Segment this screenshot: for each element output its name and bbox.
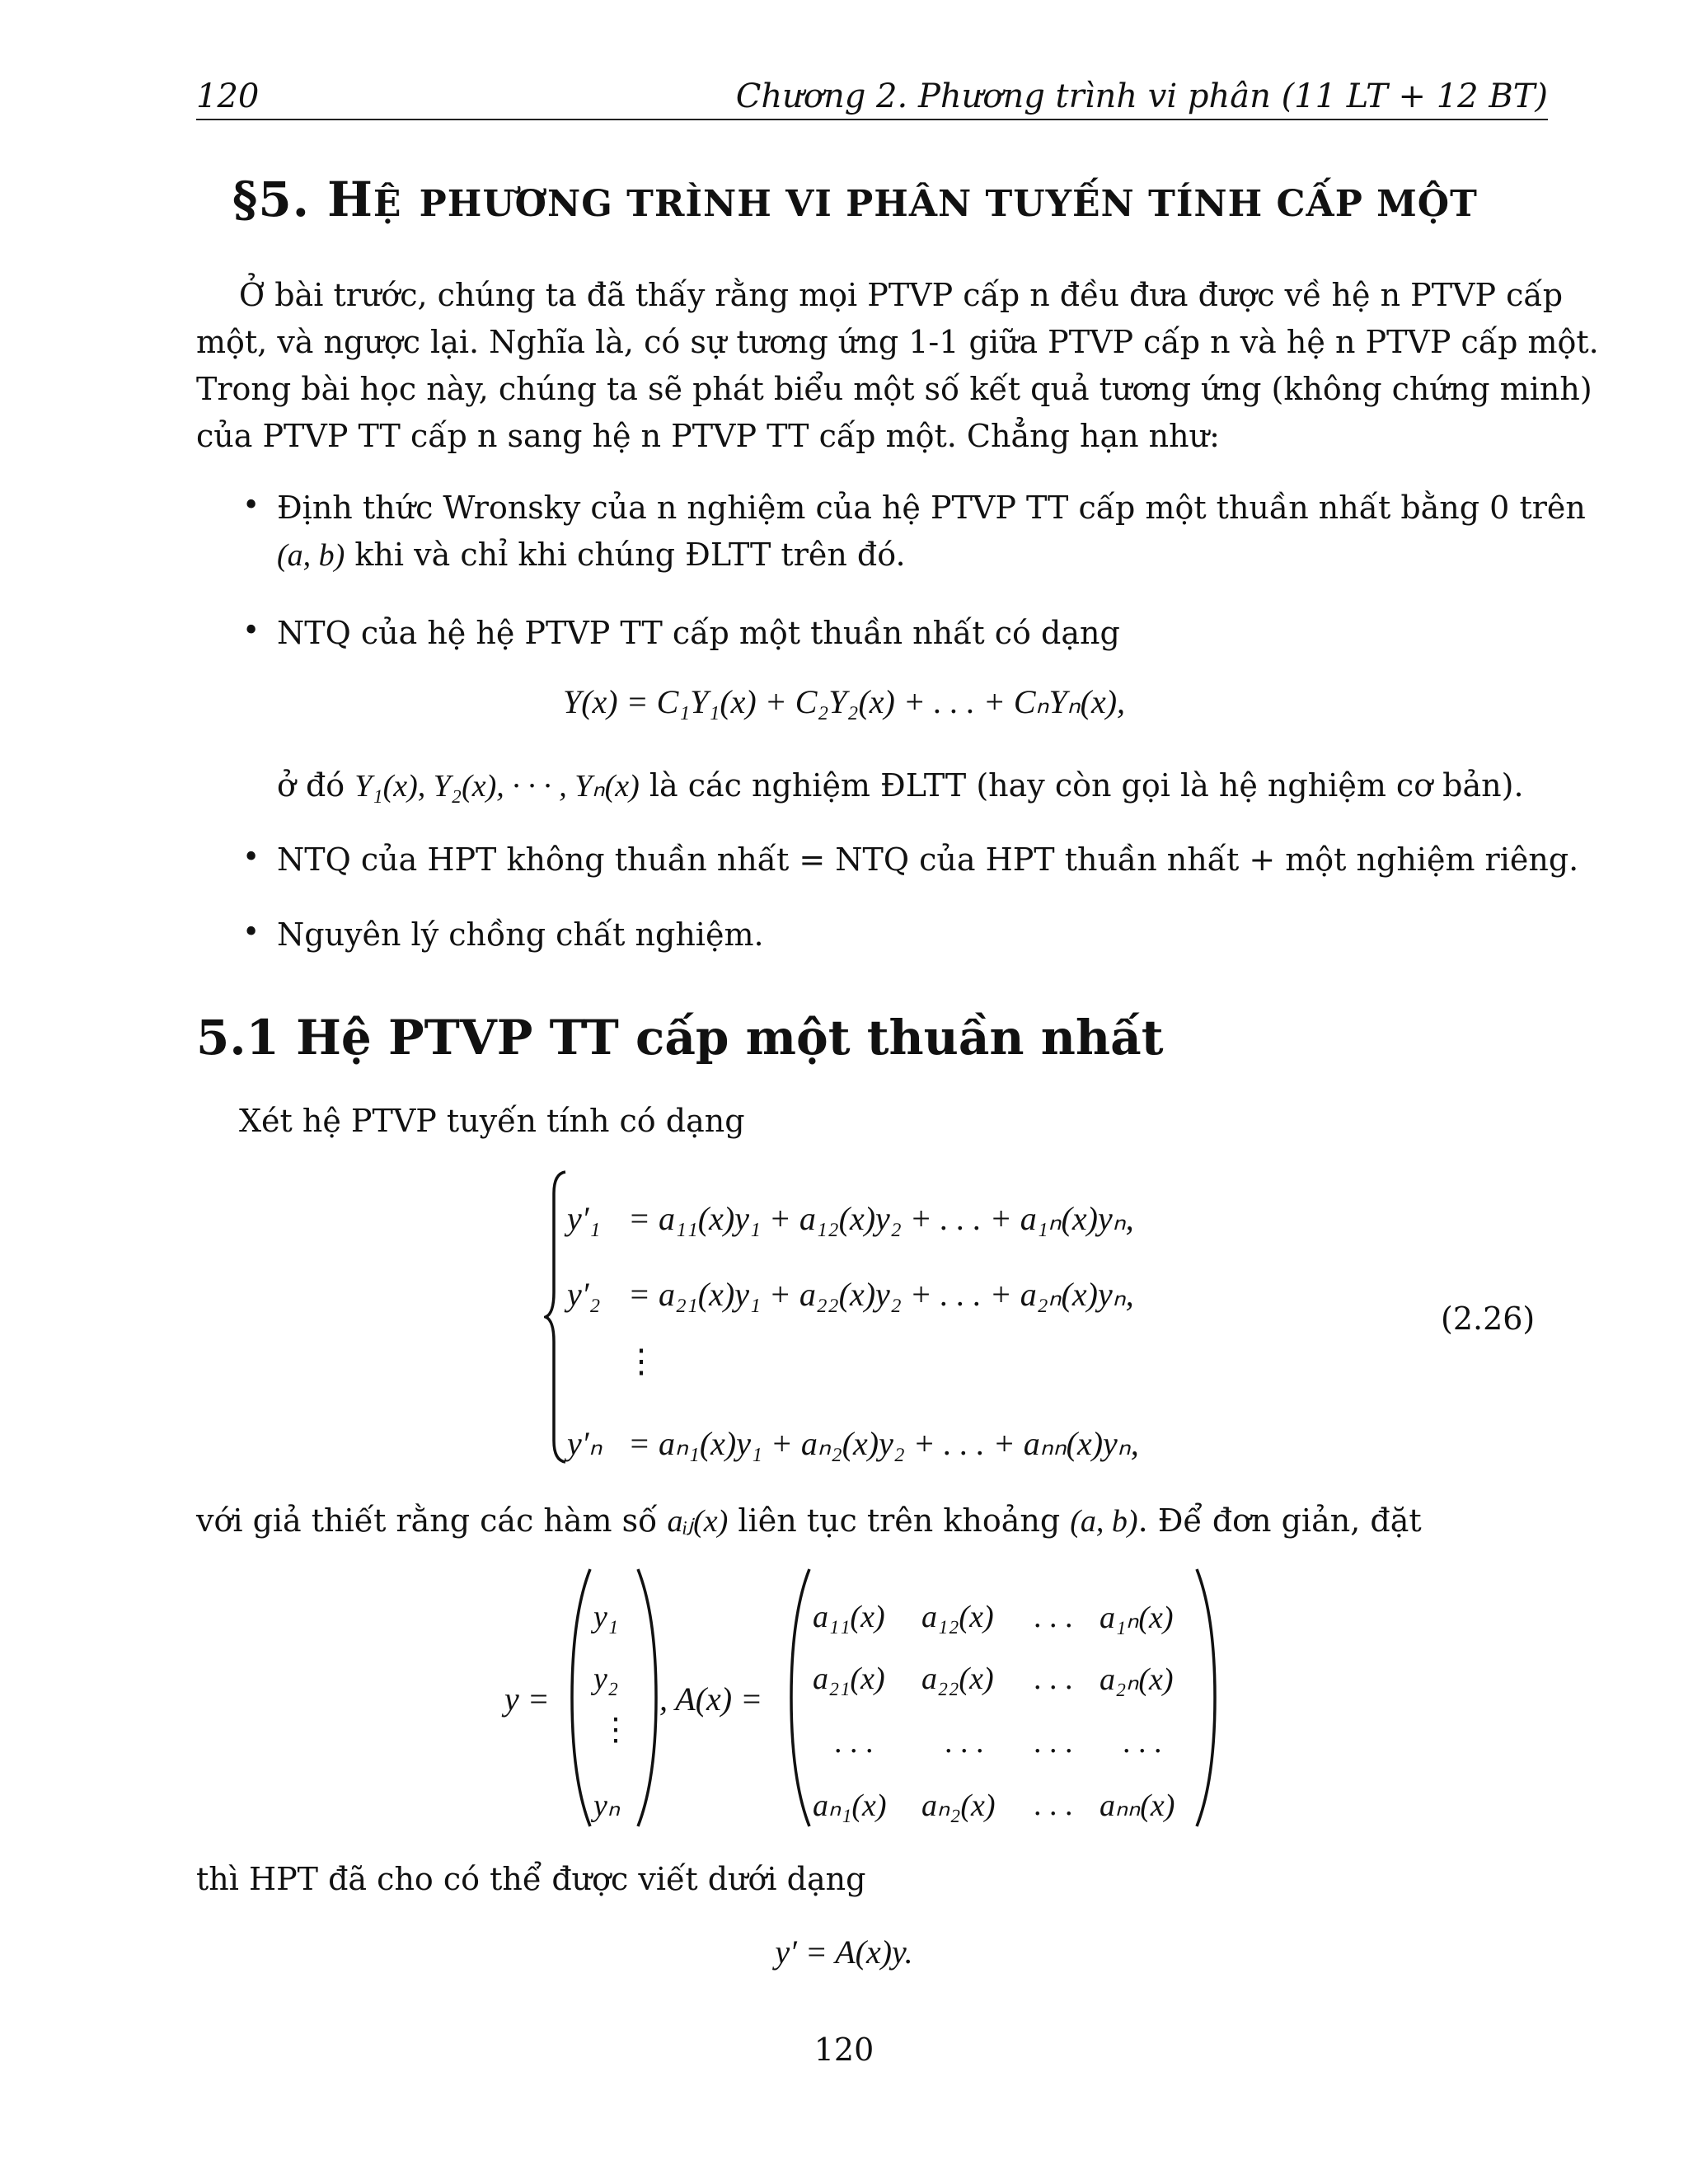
section-title-initial: H (327, 171, 373, 227)
matrix-cell-1-4: a₁ₙ(x) (1100, 1601, 1174, 1635)
matrix-cell-3-4: . . . (1123, 1725, 1162, 1760)
intro-line-1: Ở bài trước, chúng ta đã thấy rằng mọi PTVP cấp n đều đưa được về hệ n PTVP cấp (239, 277, 1564, 313)
bullet-2-suffix: là các nghiệm ĐLTT (hay còn gọi là hệ nghiệm cơ bản). (639, 767, 1524, 804)
header-page-number: 120 (196, 77, 260, 115)
equation-number: (2.26) (1441, 1301, 1536, 1337)
section-title-rest: PHƯƠNG TRÌNH VI PHÂN TUYẾN TÍNH CẤP MỘT (419, 183, 1478, 225)
y-vector-entry-2: y₂ (593, 1661, 619, 1696)
general-solution-equation: Y(x) = C₁Y₁(x) + C₂Y₂(x) + . . . + CₙYₙ(x), (562, 683, 1126, 720)
system-rhs-2: = a₂₁(x)y₁ + a₂₂(x)y₂ + . . . + a₂ₙ(x)yₙ, (628, 1276, 1134, 1313)
solution-list: Y₁(x), Y₂(x), · · · , Yₙ(x) (354, 769, 640, 804)
assumption-line (196, 1497, 1422, 1545)
bullet-2-line-1: NTQ của hệ hệ PTVP TT cấp một thuần nhất có dạng (277, 615, 1120, 651)
y-vector-entry-1: y₁ (593, 1600, 619, 1634)
system-lhs-1: y′₁ (567, 1200, 601, 1237)
interval-ab: (a, b) (277, 538, 345, 573)
intro-line-4: của PTVP TT cấp n sang hệ n PTVP TT cấp một. Chẳng hạn như: (196, 418, 1220, 454)
a-matrix-left-paren (788, 1566, 813, 1830)
bullet-1-line-2 (277, 532, 906, 579)
matrix-cell-1-1: a₁₁(x) (813, 1600, 885, 1634)
matrix-cell-2-1: a₂₁(x) (813, 1661, 885, 1696)
matrix-cell-n-4: aₙₙ(x) (1100, 1788, 1175, 1823)
matrix-form-equation: y′ = A(x)y. (775, 1933, 913, 1971)
y-vector-left-paren (569, 1566, 593, 1830)
system-vdots: ⋮ (625, 1343, 658, 1380)
bullet-1-line-2-text: khi và chỉ khi chúng ĐLTT trên đó. (345, 537, 906, 573)
y-vector-label: y = (504, 1680, 550, 1718)
section-number: §5. (232, 171, 310, 227)
footer-page-number: 120 (814, 2032, 874, 2068)
matrix-cell-3-3: . . . (1034, 1725, 1073, 1760)
intro-line-3: Trong bài học này, chúng ta sẽ phát biểu một số kết quả tương ứng (không chứng minh) (196, 371, 1592, 407)
subsection-intro: Xét hệ PTVP tuyến tính có dạng (239, 1103, 745, 1139)
assumption-prefix: với giả thiết rằng các hàm số (196, 1502, 668, 1539)
matrix-cell-n-3: . . . (1034, 1788, 1073, 1822)
bullet-marker: • (242, 841, 260, 874)
bullet-2-prefix: ở đó (277, 767, 355, 804)
bullet-2-line-3 (277, 762, 1524, 810)
matrix-cell-n-1: aₙ₁(x) (813, 1788, 887, 1823)
matrix-cell-1-3: . . . (1034, 1600, 1073, 1634)
matrix-cell-n-2: aₙ₂(x) (921, 1788, 996, 1823)
bullet-marker: • (242, 489, 260, 523)
a-matrix-label: , A(x) = (659, 1680, 763, 1718)
a-matrix-right-paren (1193, 1566, 1218, 1830)
system-rhs-1: = a₁₁(x)y₁ + a₁₂(x)y₂ + . . . + a₁ₙ(x)yₙ, (628, 1200, 1134, 1237)
section-title (232, 171, 1478, 227)
bullet-3: NTQ của HPT không thuần nhất = NTQ của HPT thuần nhất + một nghiệm riêng. (277, 841, 1579, 878)
y-vector-entry-n: yₙ (593, 1788, 621, 1823)
matrix-cell-2-3: . . . (1034, 1661, 1073, 1696)
intro-line-2: một, và ngược lại. Nghĩa là, có sự tương ứng 1-1 giữa PTVP cấp n và hệ n PTVP cấp một. (196, 324, 1599, 360)
matrix-cell-2-2: a₂₂(x) (921, 1661, 994, 1696)
interval-ab-2: (a, b) (1070, 1504, 1138, 1539)
y-vector-vdots: ⋮ (600, 1713, 631, 1747)
system-rhs-n: = aₙ₁(x)y₁ + aₙ₂(x)y₂ + . . . + aₙₙ(x)yₙ, (628, 1425, 1139, 1462)
coefficient-aij: aᵢⱼ(x) (667, 1504, 729, 1539)
matrix-cell-2-4: a₂ₙ(x) (1100, 1662, 1174, 1697)
bullet-marker: • (242, 614, 260, 648)
then-text: thì HPT đã cho có thể được viết dưới dạng (196, 1861, 866, 1897)
system-brace (544, 1169, 569, 1465)
section-title-first-rest: Ệ (373, 183, 402, 225)
bullet-1-line-1: Định thức Wronsky của n nghiệm của hệ PTVP TT cấp một thuần nhất bằng 0 trên (277, 490, 1586, 526)
bullet-marker: • (242, 916, 260, 949)
assumption-suffix: . Để đơn giản, đặt (1137, 1502, 1422, 1539)
system-lhs-n: y′ₙ (567, 1425, 603, 1462)
assumption-mid: liên tục trên khoảng (728, 1502, 1071, 1539)
running-header (196, 76, 1548, 120)
y-vector-right-paren (635, 1566, 659, 1830)
matrix-cell-1-2: a₁₂(x) (921, 1600, 994, 1634)
matrix-cell-3-2: . . . (945, 1725, 984, 1760)
system-lhs-2: y′₂ (567, 1276, 601, 1313)
subsection-title: 5.1 Hệ PTVP TT cấp một thuần nhất (196, 1010, 1164, 1066)
bullet-4: Nguyên lý chồng chất nghiệm. (277, 916, 764, 953)
matrix-cell-3-1: . . . (834, 1725, 874, 1760)
header-chapter-title: Chương 2. Phương trình vi phân (11 LT + 12 BT) (735, 77, 1548, 115)
